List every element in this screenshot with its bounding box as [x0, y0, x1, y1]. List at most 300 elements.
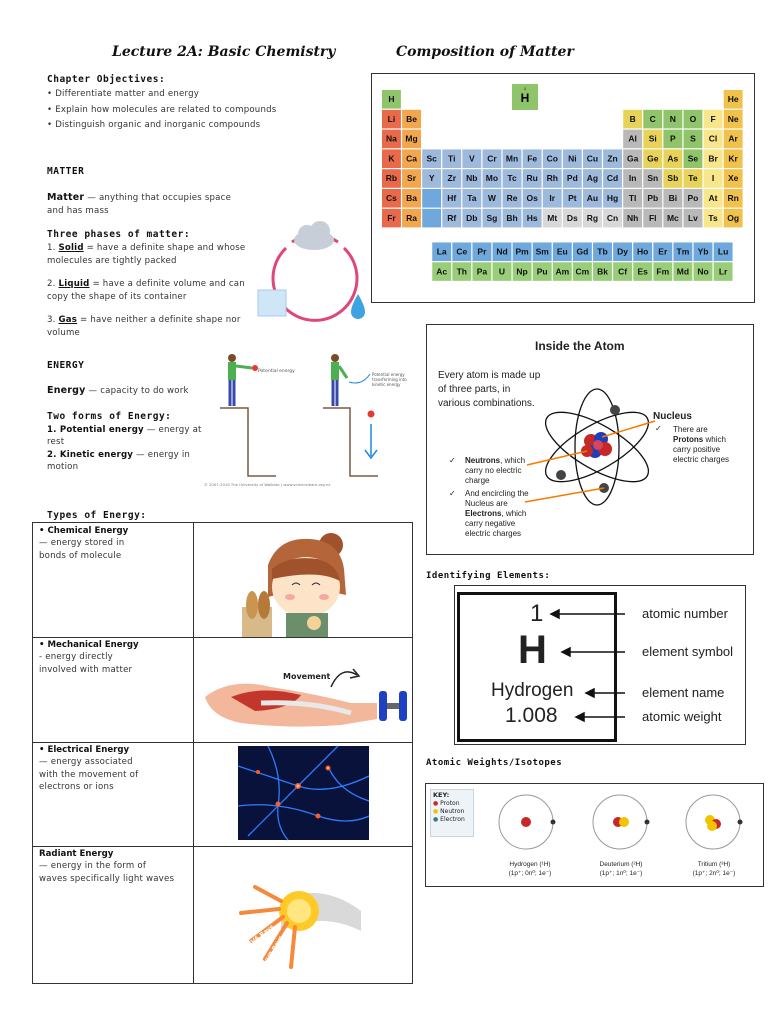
svg-text:Ir: Ir — [549, 193, 556, 203]
element-zn — [603, 149, 622, 168]
label-atomic-weight: atomic weight — [642, 709, 722, 724]
element-o — [684, 110, 703, 129]
svg-text:Cn: Cn — [606, 212, 619, 223]
element-sg — [483, 209, 502, 228]
periodic-key — [512, 84, 538, 110]
objective-item: • Distinguish organic and inorganic compounds — [47, 120, 261, 130]
protons-text: There are Protons which carry positive electric charges — [673, 425, 730, 464]
svg-text:Ag: Ag — [586, 173, 599, 184]
svg-text:Re: Re — [506, 193, 518, 203]
svg-text:S: S — [690, 133, 696, 144]
row-title: • Chemical Energy — [39, 526, 129, 536]
svg-text:Db: Db — [466, 212, 478, 223]
energy-section — [47, 360, 217, 474]
element-lr — [714, 262, 733, 281]
element-ir — [543, 189, 562, 208]
svg-text:Pt: Pt — [568, 193, 577, 203]
svg-text:Br: Br — [708, 153, 718, 164]
check-icon: ✓ — [449, 489, 456, 498]
uva-label: UVA Rays — [245, 923, 276, 949]
svg-text:Zn: Zn — [607, 153, 618, 164]
svg-text:Ni: Ni — [568, 153, 577, 164]
svg-text:Er: Er — [658, 246, 668, 257]
element-np — [513, 262, 532, 281]
inside-atom-image — [426, 324, 754, 555]
label-element-name: element name — [642, 685, 725, 700]
element-ti — [442, 149, 461, 168]
svg-text:Rb: Rb — [385, 173, 398, 184]
svg-text:Bk: Bk — [597, 266, 608, 277]
element-rh — [543, 169, 562, 188]
element-pu — [533, 262, 552, 281]
svg-text:Lr: Lr — [718, 266, 728, 277]
row-title: • Mechanical Energy — [39, 640, 139, 650]
svg-text:No: No — [697, 266, 709, 277]
element-c — [643, 110, 662, 129]
isotope-hydrogen: Hydrogen (¹H) (1p⁺; 0n⁰; 1e⁻) — [508, 861, 552, 877]
label-element-symbol: element symbol — [642, 644, 734, 659]
energy-forms-heading: Two forms of Energy: — [47, 410, 172, 422]
element-cs — [382, 189, 401, 208]
element-sb — [663, 169, 682, 188]
element-mg — [402, 130, 421, 149]
kinetic-energy: 2. Kinetic energy — energy in motion — [47, 449, 191, 472]
element-h — [382, 90, 401, 109]
element-pa — [472, 262, 491, 281]
svg-text:Dy: Dy — [617, 246, 629, 257]
svg-text:V: V — [469, 153, 475, 164]
element-sr — [402, 169, 421, 188]
element-ho — [633, 242, 652, 261]
element-rb — [382, 169, 401, 188]
svg-text:Rn: Rn — [727, 193, 739, 203]
check-icon: ✓ — [449, 456, 456, 465]
row-title: Radiant Energy — [39, 849, 114, 859]
svg-text:Sr: Sr — [407, 173, 417, 184]
electrons-text: And encircling the Nucleus are Electrons, which carry negative electric charges — [465, 489, 529, 538]
svg-text:Y: Y — [428, 173, 435, 184]
svg-text:Sc: Sc — [426, 153, 437, 164]
svg-text:Pr: Pr — [477, 246, 487, 257]
svg-text:Rg: Rg — [586, 212, 599, 223]
svg-text:Pm: Pm — [515, 246, 529, 257]
element-ga — [623, 149, 642, 168]
svg-text:Ra: Ra — [406, 212, 417, 223]
element-al — [623, 130, 642, 149]
svg-text:Es: Es — [637, 266, 648, 277]
svg-text:Np: Np — [516, 266, 528, 277]
element-la — [432, 242, 451, 261]
svg-text:Ta: Ta — [467, 193, 477, 203]
series-placeholder — [422, 209, 441, 228]
check-icon: ✓ — [655, 424, 662, 433]
svg-text:H: H — [388, 94, 395, 104]
atom-title: Inside the Atom — [535, 339, 625, 353]
svg-text:Ho: Ho — [637, 246, 649, 257]
element-name: Hydrogen — [491, 680, 574, 701]
element-ba — [402, 189, 421, 208]
element-na — [382, 130, 401, 149]
svg-text:Nd: Nd — [496, 246, 508, 257]
element-p — [663, 130, 682, 149]
svg-text:U: U — [498, 266, 506, 277]
lecture-title: Lecture 2A: Basic Chemistry — [112, 44, 336, 60]
svg-text:Cl: Cl — [708, 133, 718, 144]
svg-text:Hs: Hs — [526, 212, 538, 223]
svg-text:Os: Os — [526, 193, 538, 203]
svg-text:Fe: Fe — [527, 153, 538, 164]
element-li — [382, 110, 401, 129]
series-placeholder — [422, 189, 441, 208]
svg-text:F: F — [710, 113, 716, 124]
svg-text:Cs: Cs — [386, 193, 397, 203]
figure-credit: © 2007-2019 The University of Waikato | www.sciencelearn.org.nz — [204, 482, 331, 487]
types-heading: Types of Energy: — [47, 510, 147, 521]
element-gd — [573, 242, 592, 261]
svg-text:Ne: Ne — [727, 113, 739, 124]
svg-text:Mt: Mt — [547, 212, 558, 223]
svg-text:Nb: Nb — [466, 173, 478, 184]
electrical-energy-image — [238, 746, 369, 840]
element-pt — [563, 189, 582, 208]
mechanical-energy-image — [201, 657, 407, 739]
element-es — [633, 262, 652, 281]
svg-text:Ru: Ru — [526, 173, 538, 184]
element-cl — [704, 130, 723, 149]
element-pd — [563, 169, 582, 188]
svg-text:Ti: Ti — [448, 153, 456, 164]
element-re — [503, 189, 522, 208]
element-n — [663, 110, 682, 129]
svg-text:Cd: Cd — [606, 173, 619, 184]
svg-text:Bh: Bh — [506, 212, 518, 223]
element-fr — [382, 209, 401, 228]
phase-solid: 1. Solid = have a definite shape and whose molecules are tightly packed — [47, 243, 246, 266]
element-si — [643, 130, 662, 149]
element-weight: 1.008 — [505, 704, 558, 727]
element-au — [583, 189, 602, 208]
element-rg — [583, 209, 602, 228]
element-sn — [643, 169, 662, 188]
element-er — [653, 242, 672, 261]
element-db — [462, 209, 481, 228]
svg-text:Sg: Sg — [486, 212, 498, 223]
row-title: • Electrical Energy — [39, 745, 130, 755]
objectives-heading: Chapter Objectives: — [47, 74, 166, 85]
element-ar — [724, 130, 743, 149]
svg-text:Yb: Yb — [697, 246, 709, 257]
svg-text:Hf: Hf — [447, 193, 457, 203]
element-in — [623, 169, 642, 188]
svg-text:Te: Te — [688, 173, 698, 184]
element-ne — [724, 110, 743, 129]
element-cm — [573, 262, 592, 281]
svg-text:Ac: Ac — [436, 266, 448, 277]
svg-text:Hg: Hg — [606, 193, 619, 203]
svg-text:Pd: Pd — [566, 173, 578, 184]
energy-types-table — [32, 522, 413, 984]
svg-text:Xe: Xe — [727, 173, 739, 184]
element-co — [543, 149, 562, 168]
element-ag — [583, 169, 602, 188]
svg-text:Og: Og — [727, 212, 740, 223]
element-y — [422, 169, 441, 188]
svg-text:Tl: Tl — [628, 193, 637, 203]
element-zr — [442, 169, 461, 188]
isotope-tritium: Tritium (³H) (1p⁺; 2n⁰; 1e⁻) — [692, 861, 736, 877]
element-tl — [623, 189, 642, 208]
svg-text:Tc: Tc — [507, 173, 517, 184]
objectives-section — [47, 74, 347, 132]
svg-text:Md: Md — [676, 266, 690, 277]
svg-text:Ar: Ar — [728, 133, 738, 144]
svg-text:Bi: Bi — [668, 193, 678, 203]
svg-text:At: At — [708, 193, 718, 203]
svg-text:Tb: Tb — [597, 246, 608, 257]
svg-text:Rh: Rh — [546, 173, 558, 184]
element-th — [452, 262, 471, 281]
svg-text:O: O — [689, 113, 697, 124]
element-symbol: H — [518, 628, 547, 672]
svg-text:Po: Po — [687, 193, 699, 203]
energy-figure — [200, 346, 407, 492]
svg-text:La: La — [436, 246, 447, 257]
element-bk — [593, 262, 612, 281]
svg-text:Tm: Tm — [676, 246, 690, 257]
element-ru — [523, 169, 542, 188]
periodic-table-image — [371, 73, 755, 303]
svg-text:Pu: Pu — [536, 266, 548, 277]
element-no — [694, 262, 713, 281]
phase-gas: 3. Gas = have neither a definite shape nor volume — [47, 315, 241, 338]
atom-intro: Every atom is made up of three parts, in various combinations. — [438, 370, 541, 409]
mechanical-energy-cell: • Mechanical Energy - energy directly involved with matter — [39, 640, 189, 676]
element-tc — [503, 169, 522, 188]
element-cd — [603, 169, 622, 188]
element-sc — [422, 149, 441, 168]
element-mn — [503, 149, 522, 168]
element-kr — [724, 149, 743, 168]
element-md — [673, 262, 692, 281]
element-ge — [643, 149, 662, 168]
svg-text:Ga: Ga — [626, 153, 639, 164]
svg-text:Ce: Ce — [456, 246, 468, 257]
svg-text:Ba: Ba — [406, 193, 417, 203]
chemical-energy-cell: • Chemical Energy — energy stored in bonds of molecule — [39, 526, 189, 562]
svg-text:Mc: Mc — [666, 212, 679, 223]
element-lu — [714, 242, 733, 261]
element-mo — [483, 169, 502, 188]
svg-text:Th: Th — [456, 266, 467, 277]
element-cu — [583, 149, 602, 168]
element-pm — [513, 242, 532, 261]
svg-text:Cf: Cf — [618, 266, 628, 277]
element-os — [523, 189, 542, 208]
phase-liquid: 2. Liquid = have a definite volume and can copy the shape of its container — [47, 279, 245, 302]
svg-text:W: W — [487, 193, 496, 203]
svg-text:1: 1 — [523, 86, 527, 91]
element-rf — [442, 209, 461, 228]
element-pr — [472, 242, 491, 261]
svg-text:He: He — [727, 94, 739, 104]
element-og — [724, 209, 743, 228]
svg-text:Lu: Lu — [717, 246, 729, 257]
element-dy — [613, 242, 632, 261]
element-ni — [563, 149, 582, 168]
element-te — [684, 169, 703, 188]
element-number: 1 — [530, 600, 544, 627]
svg-text:N: N — [669, 113, 676, 124]
element-v — [462, 149, 481, 168]
svg-text:Cu: Cu — [586, 153, 599, 164]
element-nh — [623, 209, 642, 228]
svg-text:Pb: Pb — [647, 193, 659, 203]
element-rn — [724, 189, 743, 208]
element-am — [553, 262, 572, 281]
matter-section — [47, 166, 247, 339]
element-hg — [603, 189, 622, 208]
element-fm — [653, 262, 672, 281]
element-bh — [503, 209, 522, 228]
element-card-image — [454, 585, 746, 745]
svg-text:Sb: Sb — [667, 173, 679, 184]
potential-label: Potential energy — [258, 369, 295, 374]
potential-energy: 1. Potential energy — energy at rest — [47, 424, 202, 447]
element-ts — [704, 209, 723, 228]
svg-text:Am: Am — [555, 266, 570, 277]
svg-text:K: K — [388, 153, 395, 164]
element-nd — [493, 242, 512, 261]
element-ta — [462, 189, 481, 208]
element-at — [704, 189, 723, 208]
matter-heading: MATTER — [47, 166, 85, 177]
element-lv — [684, 209, 703, 228]
element-xe — [724, 169, 743, 188]
svg-text:Zr: Zr — [447, 173, 456, 184]
element-tm — [673, 242, 692, 261]
isotopes-heading: Atomic Weights/Isotopes — [426, 758, 563, 768]
radiant-energy-cell: Radiant Energy — energy in the form of waves specifically light waves — [39, 849, 199, 885]
svg-text:Na: Na — [386, 133, 397, 144]
svg-text:Fl: Fl — [648, 212, 657, 223]
isotope-key: KEY: ● Proton ● Neutron ● Electron — [430, 789, 474, 837]
svg-text:Kr: Kr — [728, 153, 738, 164]
element-ca — [402, 149, 421, 168]
svg-text:Ds: Ds — [566, 212, 578, 223]
svg-text:Li: Li — [387, 113, 396, 124]
element-cn — [603, 209, 622, 228]
svg-text:Gd: Gd — [576, 246, 589, 257]
element-mc — [663, 209, 682, 228]
isotope-deuterium: Deuterium (²H) (1p⁺; 1n⁰; 1e⁻) — [599, 861, 643, 877]
energy-heading: ENERGY — [47, 360, 85, 371]
element-k — [382, 149, 401, 168]
composition-title: Composition of Matter — [396, 44, 574, 60]
cloud-icon — [294, 221, 334, 250]
element-fl — [643, 209, 662, 228]
neutrons-text: Neutrons, which carry no electric charge — [465, 456, 526, 485]
svg-text:As: As — [667, 153, 679, 164]
element-ac — [432, 262, 451, 281]
svg-text:Cr: Cr — [487, 153, 497, 164]
element-ce — [452, 242, 471, 261]
svg-text:Ca: Ca — [406, 153, 417, 164]
element-yb — [694, 242, 713, 261]
element-eu — [553, 242, 572, 261]
element-mt — [543, 209, 562, 228]
element-cr — [483, 149, 502, 168]
svg-text:Fr: Fr — [387, 212, 396, 223]
element-cf — [613, 262, 632, 281]
element-nb — [462, 169, 481, 188]
svg-text:Au: Au — [586, 193, 599, 203]
element-tb — [593, 242, 612, 261]
objective-item: • Differentiate matter and energy — [47, 89, 200, 99]
svg-text:Mn: Mn — [505, 153, 519, 164]
svg-text:H: H — [520, 91, 530, 105]
svg-text:Sm: Sm — [535, 246, 549, 257]
svg-text:Se: Se — [687, 153, 699, 164]
label-atomic-number: atomic number — [642, 606, 728, 621]
svg-text:Cm: Cm — [575, 266, 590, 277]
element-br — [704, 149, 723, 168]
phases-heading: Three phases of matter: — [47, 229, 191, 240]
element-as — [663, 149, 682, 168]
radiant-energy-image — [221, 871, 371, 971]
element-fe — [523, 149, 542, 168]
element-ds — [563, 209, 582, 228]
svg-text:Fm: Fm — [656, 266, 670, 277]
objective-item: • Explain how molecules are related to compounds — [47, 104, 277, 115]
energy-definition: Energy — capacity to do work — [47, 385, 189, 396]
element-bi — [663, 189, 682, 208]
svg-text:B: B — [629, 113, 636, 124]
svg-text:P: P — [670, 133, 676, 144]
element-f — [704, 110, 723, 129]
element-s — [684, 130, 703, 149]
svg-text:Sn: Sn — [647, 173, 659, 184]
svg-text:Be: Be — [406, 113, 417, 124]
svg-text:C: C — [649, 113, 656, 124]
element-hf — [442, 189, 461, 208]
element-he — [724, 90, 743, 109]
element-u — [493, 262, 512, 281]
element-hs — [523, 209, 542, 228]
svg-text:Co: Co — [546, 153, 558, 164]
element-se — [684, 149, 703, 168]
matter-definition: Matter — anything that occupies space and has mass — [47, 192, 232, 216]
svg-text:Lv: Lv — [687, 212, 698, 223]
element-sm — [533, 242, 552, 261]
svg-text:I: I — [711, 173, 715, 184]
svg-text:Eu: Eu — [556, 246, 568, 257]
ice-cube-icon — [258, 290, 286, 316]
element-po — [684, 189, 703, 208]
element-w — [483, 189, 502, 208]
svg-text:Mo: Mo — [485, 173, 499, 184]
element-ra — [402, 209, 421, 228]
svg-text:Si: Si — [648, 133, 657, 144]
identify-heading: Identifying Elements: — [426, 571, 551, 581]
element-be — [402, 110, 421, 129]
svg-text:Al: Al — [628, 133, 637, 144]
svg-text:Ts: Ts — [708, 212, 718, 223]
uvb-label: UVB Rays — [262, 934, 285, 966]
element-pb — [643, 189, 662, 208]
chemical-energy-image — [228, 525, 368, 637]
nucleus-label: Nucleus — [653, 411, 692, 422]
svg-text:Pa: Pa — [476, 266, 488, 277]
